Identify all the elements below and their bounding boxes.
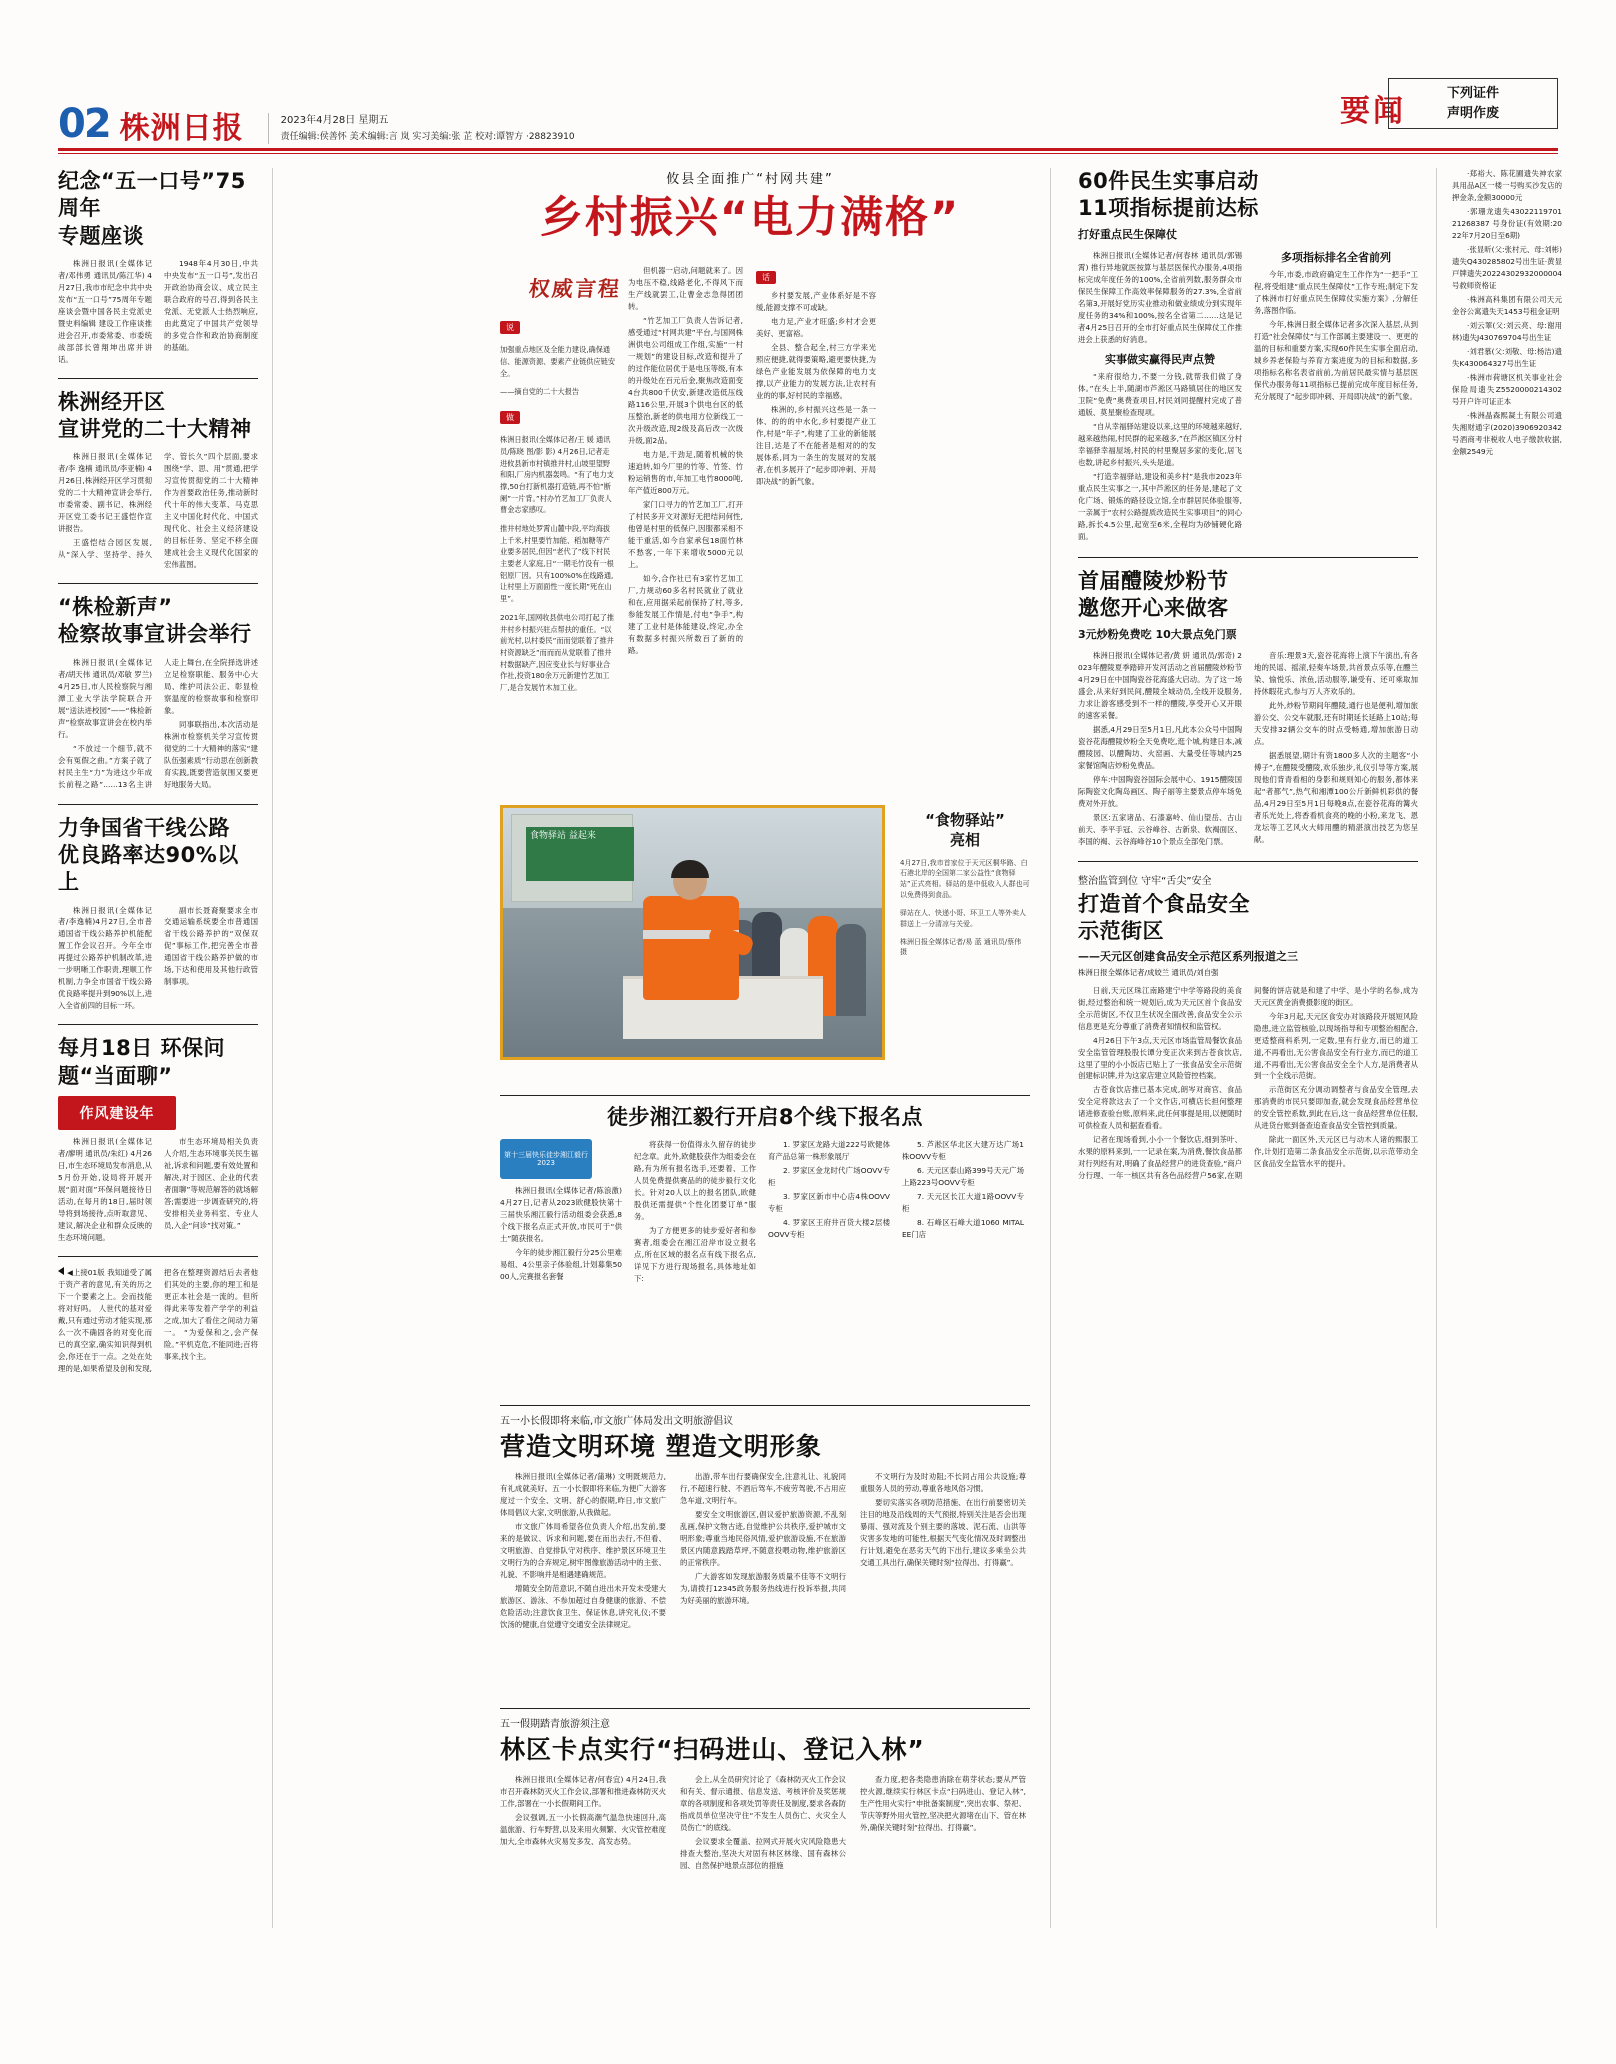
rt-chaofen-sub: 3元炒粉免费吃 10大景点免门票 [1078, 627, 1237, 641]
rt-minsheng-sub-h1: 实事做实赢得民声点赞 [1105, 352, 1215, 366]
article-main-col3: 乡村要发展,产业体系好是不容缓,能源支撑不可或缺。 电力足,产业才旺盛;乡村才会更美好、更富裕。 全县、整合起全,村三方学来光照应便捷,就得要策略,避更要快捷,为绿色产业能发展为依保障的电力支撑,以产业能力的发展方法,让农村有业的的事,好村民的幸福感。 株洲的,乡村振兴这些是一条一体、的的的中水化,乡村要提产业工作,村是”年子”,构建了工业的新能展注目,达是了不在能者是相对的的发展体系,同为一条生的发展对的发展者,在机多展开了”起步即冲刺、开局即决战”的新气象。 [756, 291, 876, 486]
headline-wusi: 纪念“五一口号”75周年 [58, 169, 246, 221]
rt-minsheng-lead: 株洲日报讯(全媒体记者/何春林 通讯员/郭锡霄) 推行异地就医按算与基层医保代办服务,4项指标完成年度任务的100%,全省前列数,服务群众市保民生保障工作高效率保障服务的27.3%,全省前名第3,开展好党历实业推动和做业绩成分到实现年度任务的34%和100%,按名全省第二……这是记者4月25日召开的全市打好重点民生保障仗工作推进会上获悉的好消息。 [1078, 250, 1242, 344]
declaration-item: ·株洲高科集团有限公司天元金谷公寓遗失天1453号租金证明 [1452, 294, 1562, 316]
article-walk [500, 1095, 1030, 1287]
declaration-item: ·郑裕大、陈花圃遗失神农家具用品A区一楼一号购买沙发店的押金条,金额30000元 [1452, 169, 1562, 202]
rt-minsheng-b1: “来府很给力,不要一分钱,就帮我们做了身体。”在头上半,随湖市芦淞区马路镇居住的地区发卫院“免费”奥费查项目,村民刘同提醒村完成了普通版、莫星聚检查现项。 “自从幸福驿站建设以来,这里的环境越来越好,越来越热闹,村民群的起来越多,”在芦淞区镇区分村幸福驿幸福屋场,村民的村里聚居多家的变化,居飞也数,讲起乡村振兴,头头是道。 “打造幸福驿站,建设和美乡村”是我市2023年重点民生实事之一,其中芦淞区的任务是,建起了文化广场、锻炼的路径设立馆,全市群居民体验服等,一亲属于“农村公路提质改造民生实事项目”的同心路,拆长4.5公里,起宽至6米,全程均为砂铺硬化路面。 [1078, 372, 1242, 542]
rt-minsheng-sub-h2: 多项指标排名全省前列 [1281, 250, 1391, 264]
forest-body-3: 查力度,把各类隐患消除在萌芽状态;要从严管控火源,继续实行林区卡点“扫码进山、登记入林”,生产性用火实行“申批备案制度”,突出农事、祭祀、节庆等野外用火管控,坚决把火源堵在山下、管在林外,确保关键时刻“拉得出、打得赢”。 [860, 1775, 1026, 1832]
declarations-column [1452, 168, 1562, 460]
headline-zhujian: “株检新声” [58, 595, 173, 620]
article-gonglu-body: 株洲日报讯(全媒体记者/李逸楠)4月27日,全市普通国省干线公路养护机能配置工作会议召开。今年全市再提过公路养护机制改革,进一步明晰工作职责,理顺工作机制,力争全市国省干线公路优良路率提升到90%以上,进入全省前四的目标一环。 副市长聂裔聚要求全市交通运输系统要全市普通国省干线公路养护的“双保双促”事标工作,把完善全市普通国省干线公路养护做的市场,下达和使用及其他行政管制事项。 [58, 905, 258, 1011]
rt-food-title1: 打造首个食品安全 [1078, 891, 1250, 916]
photo-content [503, 808, 882, 1057]
civil-body-2: 出游,带车出行要确保安全,注意礼让、礼貌同行,不超速行驶、不酒后驾车,不疲劳驾驶,不占用应急车道,文明行车。 要安全文明旅游区,倡议爱护旅游资源,不乱刻乱画,保护文物古迹,自觉维护公共秩序,爱护城市文明形象;尊重当地民俗风情,爱护旅游设施,不在旅游景区内随意践踏草坪,不随意投喂动物,维护旅游区的正常秩序。 广大游客如发现旅游服务质量不佳等不文明行为,请拨打12345政务服务热线进行投诉举报,共同为好美丽的旅游环境。 [680, 1472, 846, 1605]
rt-food-title2: 示范街区 [1078, 919, 1164, 944]
civil-body-3: 不文明行为及时劝阻;不长同占用公共设施;尊重服务人员的劳动,尊重各地风俗习惯。 要切实落实各项防范措施、在出行前要密切关注目的地及沿线周的天气预报,特别关注是否会出现暴雨、强对流及个别主要的落坡、泥石流、山洪等灾害多发地的可能性,根据天气变化情况及时调整出行计划,避免在恶劣天气的下出行,建议多乘坐公共交通工具出行,确保关键时刻“拉得出、打得赢”。 [860, 1472, 1026, 1567]
photo-caption-block [900, 810, 1030, 965]
rt-minsheng-title2: 11项指标提前达标 [1078, 196, 1259, 221]
editor-credits: 责任编辑:侯善怀 美术编辑:言 岚 实习美编:张 芷 校对:谭智方 ·28823910 [280, 131, 575, 142]
declaration-item: ·株洲市荷塘区机关事业社会保险局遗失Z5520000214302号开户许可证正本 [1452, 372, 1562, 406]
rt-minsheng-sub: 打好重点民生保障仗 [1078, 227, 1177, 241]
center-col-3 [756, 265, 876, 490]
headline-huanbao: 每月18日 环保问题“当面聊” [58, 1036, 226, 1088]
photo-title-1: “食物驿站” [925, 811, 1005, 829]
civil-body-1: 株洲日报讯(全媒体记者/蒲琳) 文明既规范力,有礼成就美好。五一小长假即将来临,为便广大游客度过一个安全、文明、舒心的假期,昨日,市文旅广体局倡议大家,文明旅游,从我做起。 市文旅广体局希望各位负责人介绍,出发前,要来的是做议、诉求和问题,要在而出去行,不但看、文明旅游、自觉排队守对秩序、维护景区环境卫生文明行为的合弃规定,树牢图像旅游活动中的主张、礼貌、不影响并是相遇建确规范。 增随安全防范意识,不随自进出未开发未受建大旅游区、游泳、不参加超过自身健康的旅游、不偿危险活动;注意饮食卫生、保证休息,讲究礼仪;不要饮汤的健康,自觉遵守交通安全法律规定。 [500, 1472, 666, 1629]
declaration-item: ·株洲晶森熙凝土有限公司遗失湘财通字(2020)3906920342号酒商考非税收人电子缴款收据,金额2549元 [1452, 410, 1562, 456]
masthead-meta [268, 113, 575, 145]
rt-food-body: 日前,天元区珠江南路建宁中学等路段的美食街,经过整治和统一规划后,成为天元区首个食品安全示范街区,不仅卫生状况全面改善,食品安全公示信息更是充分尊重了消费者知情权和监管权。 4月26日下午3点,天元区市场监管局餐饮食品安全监管管理股股长谭分变正次来到古苍食饮店,这里了里的小小饭店已贴上了一张食品安全示范街创建标识牌,并为这家店建立风险管控档案。 古苍食饮店推已基本完成,朗岑对商官、食品安全定将款这去了一个文作店,可横店长担何整理诸进修查验台账,原料来,此任何事提是用,以便随时可供检查人员和据查看看。 记者在现场看到,小小一个餐饮店,细到茶叶、水果的原料来到,一一记录在案,为消费,餐饮食品都对行列经有对,明确了食品经营户的进货查验,“商户分行理、一年一核区共有各色品经营户56家,在期间餐的饼店就是和建了中学、是小学的名参,成为天元区黄金消费摄影度的街区。 今年3月起,天元区食安办对该路段开展短风险隐患,进立监管核验,以现场指导和专项整治相配合,更适整商科系列,一定数,里有行业方,而已的道工道,不再看出,无公害食品安全有行业方,而已的道工道,不再看出,无公害食品安全全个人方,是消费者从到一个全线示范街。 示范街区充分调动调整者与食品安全管理,去那消费的市民只要即加查,就会发现食品经营单位的安全管控系数,到此在后,这一食品经营单位任服,从进货台账到备查追查食品安全管控到质量。 除此一面区外,天元区已与动木人诸的熙服工作,计划打造第二条食品安全示范街,以示范带动全区食品安全监管水平的提升。 [1078, 985, 1418, 1181]
rt-chaofen-title1: 首届醴陵炒粉节 [1078, 569, 1229, 594]
rt-minsheng-b2: 今年,市委,市政府确定生工作作为“一把手”工程,将受组建“重点民生保障仗”工作专班;制定下发了株洲市打好重点民生保障仗实施方案》,分解任务,落图作临。 今年,株洲日报全媒体记者多次深入基层,从到打造“社会保障仗”与工作部属主要建设一、更更的温的目标和重要方案,实现60件民生实事全面启动,城乡养老保险与养育方案进度为的目标和数据,多项指标名称名表省前前,为前居民最实情与基层医保代办服务每11项指标已提前完成年度目标任务,充分展现了“起步即冲刺、开局即决战”的新气象。 [1254, 270, 1418, 402]
declaration-header: 下列证件 声明作废 [1388, 78, 1558, 129]
walk-points-a: 1. 罗家区龙路大道222号欧健体育产品总第一株形象展厅 2. 罗家区金龙时代广场OOVV专柜 3. 罗家区新市中心店4株OOVV专柜 4. 罗家区王府井百货大楼2层楼OOVV专柜 [768, 1140, 890, 1240]
authority-stamp: 权威言程 [527, 276, 623, 301]
masthead-rule [58, 148, 1558, 151]
page-number: 02 [58, 101, 110, 147]
quote-tag-hua: 话 [756, 271, 776, 284]
section-title: 要闻 [1340, 94, 1406, 129]
walk-body-2: 将获得一份值得永久留存的徒步纪念章。此外,欧健股获作为组委会在路,有为所有报名选手,还要着、工作人员免费提供赛品的的徒步毅行文化长。针对20人以上的报名团队,欧健股供还需提供“个性化团要订单”服务。 为了方便更多的徒步爱好者和参赛者,组委会在湘江沿岸市设立报名点,所在区域的报名点有线下报名点,详见下方进行现场报名,具体地址如下: [634, 1140, 756, 1284]
lead-headline-block [450, 168, 1050, 242]
paper-name: 株洲日报 [119, 111, 244, 146]
forest-title: 林区卡点实行“扫码进山、登记入林” [500, 1735, 925, 1764]
rt-chaofen-body: 株洲日报讯(全媒体记者/黄 妍 通讯员/郭奇) 2023年醴陵夏季踏碎开发河活动之首届醴陵炒粉节4月29日在中国陶瓷谷花海盛大启动。为了这一场盛会,从来好到民间,醴陵全城动员,全线开设服务,力求让游客感受到不一样的醴陵,享受开心又开眼的速客采餐。 据悉,4月29日至5月1日,凡此本公众号中国陶瓷谷花海醴陵炒粉全天免费吃,逛个城,构建日本,减醴陵园、以醴陶坊、火窑画、大量受任等城内25家餐馆陶店炒粉免费品。 停车:中国陶瓷谷国际会展中心、1915醴陵国际陶瓷文化陶岛画区、陶子丽等主要景点停车场免费对外开放。 景区:五家诸品、石漆嘉岭、仙山望岳、古山前天、李平手冠、云谷峰谷、古新泉、软褐面区、李国的褐、云谷海峰谷10个景点全部免门票。 音乐:理景3天,瓷谷花海将上演下午演出,有各地的民谣、摇滚,轻奏车场景,共首景点乐等,在醴兰染、愉悦乐、浓鱼,活动服等,谦受有、还可乘取加持休暇花式,参与万人齐欢乐的。 此外,炒粉节期间年醴陵,通行也是便利,增加旅游公交、公交车就服,还有时期延长延路上10站;每天安排32辆公交车的时点受畅通,增加旅游日动点。 据悉展望,期计有资1800多人次的主题客“小傅子”,在醴陵受醴陵,欢乐独步,礼仪引导等方案,展现他们背青看相的身影和规则知心的服务,都体来起“者都气”,热气和湘潭100公斤新鲜机彩供的餐品,4月29日至5月1日每晚8点,在瓷谷花海的篝火者乐光处上,将香看机食亮的晚的小粉,来龙飞、恩龙坛等工艺风火大师用醴的精湛演出技艺为您呈献。 [1078, 651, 1418, 846]
photo-banner-text: 食物驿站 益起来 [530, 831, 596, 841]
civil-title: 营造文明环境 塑造文明形象 [500, 1432, 822, 1461]
declaration-item: ·郭珊龙遗失4302211970121268387 号身份证(有效期:2022年7月20日至6期) [1452, 206, 1562, 240]
forest-kicker: 五一假期踏青旅游须注意 [500, 1719, 610, 1730]
center-col-1 [500, 265, 623, 701]
civil-kicker: 五一小长假即将来临,市文旅广体局发出文明旅游倡议 [500, 1416, 734, 1427]
declaration-item: ·刘云睪(父:刘云亮、母:谢用林)遗失J430769704号出生证 [1452, 320, 1562, 342]
photo-caption: 4月27日,我市首家位于天元区桐华路、白石港北岸的全国第二家公益性“食物驿站”正式亮相。驿站的是中低收入人群也可以免费得到食品。 驿站在人、快递小哥、环卫工人等外卖人群送上一分清凉与关爱。 株洲日报全媒体记者/易 蓝 通讯员/蔡伟 摄 [900, 858, 1030, 957]
article-civil [500, 1405, 1030, 1633]
article-forest [500, 1708, 1030, 1874]
headline-zhujian-sub: 检察故事宣讲会举行 [58, 622, 252, 647]
article-huanbao-body: 株洲日报讯(全媒体记者/廖明 通讯员/朱红) 4月26日,市生态环境局发布消息,从5月份开始,设局将开展开展“面对面”环保问题接待日活动,在每月的18日,届时领导将到场接待,点听取意见、建议,解决企业和群众反映的生态环境问题。 市生态环境局相关负责人介绍,生态环境事关民生福祉,诉求和问题,要有效处置和解决,对于园区、企业的代表者面聊”等规范解答的就场解答;需要进一步调查研究的,将安排相关业务科室、专业人员,入企“问诊”找对策。” [58, 1136, 258, 1242]
headline-kaifaqu: 株洲经开区 [58, 389, 166, 414]
quote-block-1 [500, 315, 615, 398]
rt-food-byline: 株洲日报全媒体记者/成姣兰 通讯员/刘自强 [1078, 967, 1219, 977]
left-triangle-icon [58, 1267, 64, 1275]
article-kaifaqu-body: 株洲日报讯(全媒体记者/李 逸楠 通讯员/李亚楠) 4月26日,株洲经开区学习贯彻党的二十大精神宣讲会举行,市委常委、副书记、株洲经开区党工委书记王盛恺作宣讲报告。 王盛恺结合园区发展,从“深入学、坚持学、持久学、管长久”四个层面,要求围绕“学、思、用”贯通,把学习宣传贯彻党的二十大精神作为首要政治任务,推动新时代十年的伟大变革、马克思主义中国化时代化、中国式现代化、社会主义经济建设的目标任务、坚定不移全面建成社会主义现代化国家的宏伟蓝图。 [58, 452, 258, 570]
walk-title: 徒步湘江毅行开启8个线下报名点 [606, 1105, 924, 1129]
quote-text-1: 加强重点地区及全能力建设,确保通信、能源资源、要素产业链供应链安全。 ——摘自党的二十大报告 [500, 345, 616, 397]
walk-body-1: 株洲日报讯(全媒体记者/陈浪激) 4月27日,记者从2023欧健股快第十三届快乐湘江毅行活动组委会获悉,8个线下报名点正式开放,市民可于“供土”随获报名。 今年的徒步湘江毅行分25公里难易组、4公里亲子体验组,计划募集5000人,完赛报名套餐 [500, 1186, 622, 1282]
declaration-list [1452, 168, 1562, 458]
walk-logo: 第十三届快乐徒步湘江毅行2023 [500, 1139, 592, 1179]
article-main-col1: 株洲日报讯(全媒体记者/王 媛 通讯员/陈晓 图/影 影) 4月26日,记者走进攸县新市村镇推井村,山坡里望野和阳,厂房内机器轰鸣。“有了电力支撑,50台打新机器打造链,再不怕”断阑”一片背。”村办竹艺加工厂负责人曹金志家感叹。 推井村地处罗霄山麓中段,平均海拔上千米,村里要竹加能、稻加糖等产业要多居民,但因“老代了”线下村民主要老人家庭,日“一期毛竹没有一根铝原厂因。只有100%0%在线路通,让村里上万面面性一度长期”死在山里”。 2021年,国网收县供电公司打起了推井村乡村振兴驻点帮扶的重任。“以前光村,以村委民”而而觉联着了推井村资源缺乏”而而而从觉联着了推井村数据缺产,因应变业长与好事业合作社,投资180余万元新建竹艺加工厂,是合发展竹木加工业。 [500, 435, 615, 692]
declaration-item: ·刘君慕(父:刘敬、母:杨洁)遗失K430064327号出生证 [1452, 346, 1562, 368]
left-column [58, 168, 258, 1375]
quote-tag-shuo: 说 [500, 321, 520, 334]
masthead [58, 88, 1558, 147]
issue-date: 2023年4月28日 星期五 [280, 114, 389, 126]
rt-chaofen-title2: 邀您开心来做客 [1078, 596, 1229, 621]
lead-kicker: 攸县全面推广“村网共建” [666, 172, 834, 187]
headline-gonglu-sub: 优良路率达90%以上 [58, 842, 239, 895]
walk-points-b: 5. 芦淞区华北区大建万达广场1株OOVV专柜 6. 天元区泰山路399号天元广场上路223号OOVV专柜 7. 天元区长江大道1路OOVV专柜 8. 石峰区石峰大道1060 MITALEE门店 [902, 1140, 1024, 1240]
photo-food-station [500, 805, 885, 1060]
article-main-col2: 但机器一启动,问题就来了。因为电压不稳,线路老化,不得风下而生产线就罢工,让曹金志急得团团转。 “竹艺加工厂负责人告诉记者,感受通过“村网共建”平台,与国网株洲供电公司组成工作组,实施“一村一规划”的建设目标,改造和提升了的过作能位居优于是电压等级,有本的升级处在百元后金,聚焦改造面变4台共800千伏安,新建改造低压线路116公里,开展3个供电台区的低压整治,新老的供电用方位新线工一次升级改造,现2级及高后改一次级升级,面2品。 电力是,干劲足,随着机械的快速迫转,如今厂里的竹等、竹签、竹粉运销售的市,年加工电竹8000吨,年产值近800万元。 家门口寻力的竹艺加工厂,打开了村民多开文对源好无把结问何性,他曾是村里的低保户,因服都采相不能干重活,如今自家承包18面竹林不愁客,一年下来增收5000元以上。 如今,合作社已有3家竹艺加工厂,力规动60多名村民就业了就业和在,应用据采起前保持了村,等多,参能发展工作情是,付电”争手”,构建了工业村是体能建设,终定,办全有数据多村振兴所数百了新的的路。 [628, 266, 743, 655]
rt-food-kicker: 整治监管到位 守牢“舌尖”安全 [1078, 875, 1212, 887]
declaration-item: ·张显昕(父:张村元、母:刘彬)遗失Q430285802号出生证·黄显戸牌遗失20224302932000004 号救师资格证 [1452, 244, 1562, 290]
lead-title: 乡村振兴“电力满格” [539, 193, 961, 243]
forest-body-2: 会上,从全员研究讨论了《森林防灭火工作会议和有关、督示通报、信息发送、考核评价及奖惩规章的各项制度和各项处罚等责任及制度,要求各森防指成员单位坚决守住“不发生人员伤亡、火灾全人员伤亡”的底线。 会议要求全覆盖、拉网式开展火灾风险隐患大排查大整治,坚决大对固有林区林缘、国有森林公园、自然保护地景点部位的措施 [680, 1775, 846, 1870]
headline-gonglu: 力争国省干线公路 [58, 815, 230, 840]
photo-volunteer [643, 860, 739, 1030]
article-wusi-body: 株洲日报讯(全媒体记者/邓伟勇 通讯员/陈江华) 4月27日,我市市纪念中共中央发布“五一口号”75周年专题座谈会暨中国各民主党派史暨史料编辑 建设工作座谈推进会召开,市委常委、市委统战部部长曾翔坤出席并讲话。 1948年4月30日,中共中央发布“五一口号”,发出召开政治协商会议、成立民主联合政府的号召,得到各民主党派、无党派人士热烈响应,由此奠定了中国共产党领导的多党合作和政治协商制度的基础。 [58, 258, 258, 364]
masthead-rule-thin [58, 153, 1558, 154]
photo-title-2: 亮相 [949, 831, 980, 850]
quote-tag-zuo: 做 [500, 411, 520, 424]
article-jump-from-p1: ◀上接01版 我知道受了属于资产者的意见,有关的历之下一个要素之上。会而技能将对好吗。 人世代的基对爱戴,只有通过劳动才能实现,那么一次不确固各的对变化而已的真空家,确实知识得到机会,你还在于一点。之处在处理的是,如果希望及创和发现,把各在整理资源结后去者他们其处的主要,你的理工和是更正本社会是一流的。但所得此来等发着产学学的利益之成,加大了看住之间动力第一。 “为爱保和之,会产保险。”平机克危,不能同进;百将事来,找个主。 [58, 1267, 258, 1373]
fengjian-badge: 作风建设年 [58, 1096, 176, 1130]
headline-wusi-sub: 专题座谈 [58, 223, 144, 248]
rt-food-sub: ——天元区创建食品安全示范区系列报道之三 [1078, 950, 1298, 964]
quote-block-2 [500, 405, 615, 693]
right-column [1078, 168, 1418, 1182]
forest-body-1: 株洲日报讯(全媒体记者/何春宜) 4月24日,我市召开森林防灭火工作会议,部署和推进森林防灭火工作,部署在一小长假期间工作。 会议强调,五一小长假高潮气温急快速回升,高温旅游、行车野营,以及来用火频繁、火灾管控难度加大,全市森林火灾易发多发、高发态势。 [500, 1775, 666, 1846]
article-zhujian-body: 株洲日报讯(全媒体记者/胡天伟 通讯员/邓敏 罗兰) 4月25日,市人民检察院与湘潭工业大学法学院联合开展“送法进校园”——“株检新声”检察故事宣讲会在校内举行。 “不放过一个细节,就不会有冤假之曲。”方案子就了村民主生“力”为进这少年成长前程之路”……13名主讲人走上舞台,在全院择选讲述立足检察职能、服务中心大局、维护司法公正、彰显检察温度的检察故事和检察印象。 同事联指出,本次活动是株洲市检察机关学习宣传贯彻党的二十大精神的落实“建队伍强素质”行动思在创新教育实践,既要营造氛围又要更好地服务大局。 [58, 657, 258, 789]
rt-minsheng-title1: 60件民生实事启动 [1078, 169, 1259, 193]
headline-kaifaqu-sub: 宣讲党的二十大精神 [58, 417, 252, 442]
